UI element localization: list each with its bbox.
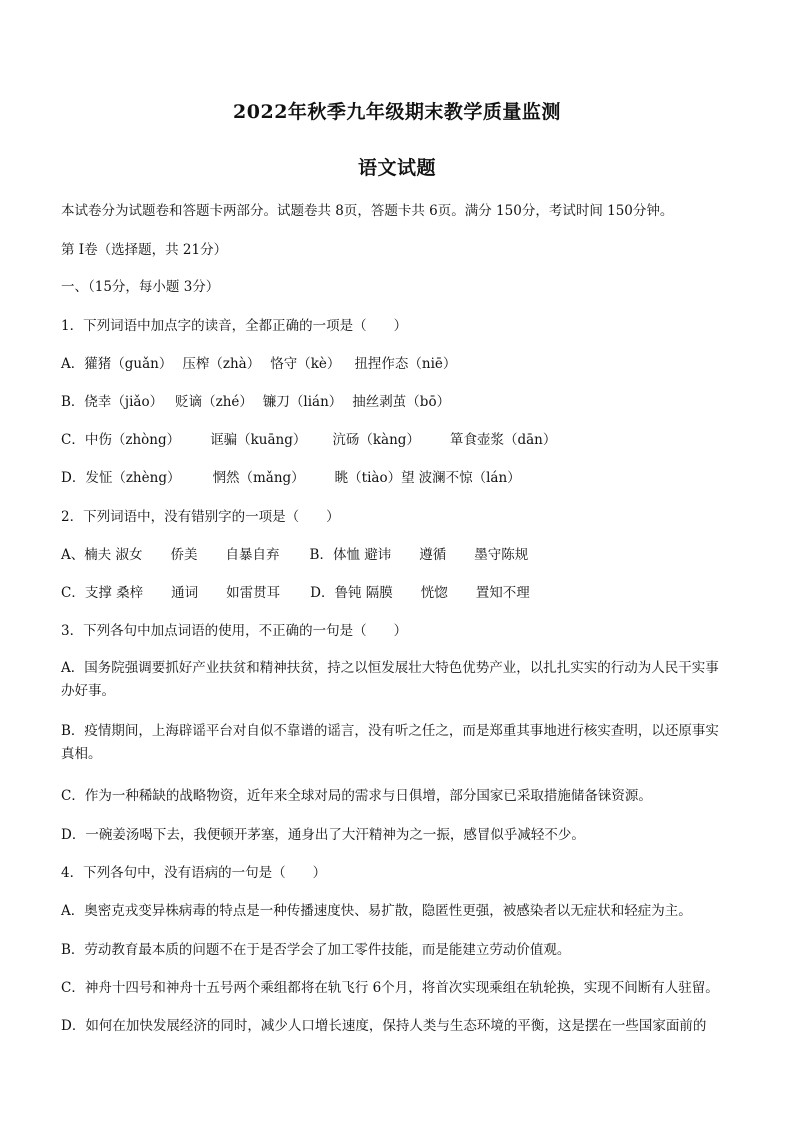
q2-stem: 2．下列词语中，没有错别字的一项是（ ）	[61, 509, 340, 525]
q3-option-b: B．疫情期间，上海辟谣平台对自似不靠谱的谣言，没有听之任之，而是郑重其事地进行核实查明，以还原事实真相。	[61, 723, 719, 762]
q4-option-c: C．神舟十四号和神舟十五号两个乘组都将在轨飞行 6个月，将首次实现乘组在轨轮换，实现不间断有人驻留。	[61, 980, 719, 996]
q1-option-a	[61, 354, 456, 374]
q1-a-word2: 压榨（zhà）	[182, 356, 261, 372]
exam-intro: 本试卷分为试题卷和答题卡两部分。试题卷共 8页，答题卡共 6页。满分 150分，考试时间 150分钟。	[61, 203, 674, 219]
q3-option-a: A．国务院强调要抓好产业扶贫和精神扶贫，持之以恒发展壮大特色优势产业，以扎扎实实的行动为人民干实事办好事。	[61, 660, 719, 699]
q1-option-b	[61, 392, 450, 412]
q3-option-c: C．作为一种稀缺的战略物资，近年来全球对局的需求与日俱增，部分国家已采取措施储备铼资源。	[61, 788, 652, 804]
q4-option-d: D．如何在加快发展经济的同时，减少人口增长速度，保持人类与生态环境的平衡，这是摆在一些国家面前的	[61, 1018, 707, 1034]
q1-option-c	[61, 430, 556, 450]
q2-c-words2: 通词	[171, 585, 199, 601]
q2-b-words2: 遵循	[419, 547, 447, 563]
q2-options-row2	[61, 583, 530, 603]
q1-c-word3: 沆砀（kàng）	[332, 432, 420, 448]
q1-c-word4: 箪食壶浆（dān）	[449, 432, 557, 448]
q1-c-word1: C．中伤（zhòng）	[61, 432, 181, 448]
q2-b-words1: B．体恤 避讳	[309, 547, 392, 563]
q3-option-d: D．一碗姜汤喝下去，我便顿开茅塞，通身出了大汗精神为之一振，感冒似乎减轻不少。	[61, 827, 585, 843]
q4-option-a: A．奥密克戎变异株病毒的特点是一种传播速度快、易扩散，隐匿性更强，被感染者以无症状和轻症为主。	[61, 903, 692, 919]
q1-b-word1: B．侥幸（jiǎo）	[61, 394, 164, 410]
q1-b-word4: 抽丝剥茧（bō）	[352, 394, 451, 410]
part-heading: 一、（15分，每小题 3分）	[61, 279, 220, 295]
exam-title: 2022年秋季九年级期末教学质量监测	[233, 101, 561, 123]
q2-b-words3: 墨守陈规	[474, 547, 529, 563]
q1-b-word2: 贬谪（zhé）	[175, 394, 253, 410]
q1-d-word4: 波澜不惊（lán）	[418, 470, 521, 486]
q2-options-row1	[61, 545, 528, 565]
q4-option-b: B．劳动教育最本质的问题不在于是否学会了加工零件技能，而是能建立劳动价值观。	[61, 942, 571, 958]
q1-a-word4: 扭捏作态（niē）	[354, 356, 457, 372]
q1-d-word2: 惘然（mǎng）	[212, 470, 305, 486]
q4-stem: 4．下列各句中，没有语病的一句是（ ）	[61, 865, 327, 881]
q2-c-words1: C．支撑 桑梓	[61, 585, 144, 601]
q2-d-words3: 置知不理	[475, 585, 530, 601]
q1-a-word3: 恪守（kè）	[270, 356, 341, 372]
q1-b-word3: 镰刀（lián）	[262, 394, 343, 410]
q1-d-word3: 眺（tiào）望	[334, 470, 415, 486]
q3-stem: 3．下列各句中加点词语的使用，不正确的一句是（ ）	[61, 623, 408, 639]
q1-a-word1: A．獾猪（guǎn）	[61, 356, 173, 372]
q1-c-word2: 诓骗（kuāng）	[210, 432, 307, 448]
q2-a-words1: A、楠夫 淑女	[61, 547, 143, 563]
q2-c-words3: 如雷贯耳	[226, 585, 281, 601]
q1-stem: 1．下列词语中加点字的读音，全都正确的一项是（ ）	[61, 318, 408, 334]
q1-option-d	[61, 468, 521, 488]
q2-d-words1: D．鲁钝 隔膜	[310, 585, 393, 601]
q2-d-words2: 恍惚	[420, 585, 448, 601]
exam-subtitle: 语文试题	[357, 157, 436, 179]
q2-a-words3: 自暴自弃	[225, 547, 280, 563]
q2-a-words2: 侨美	[170, 547, 198, 563]
section-heading: 第 I卷（选择题，共 21分）	[61, 242, 228, 258]
q1-d-word1: D．发怔（zhèng）	[61, 470, 181, 486]
